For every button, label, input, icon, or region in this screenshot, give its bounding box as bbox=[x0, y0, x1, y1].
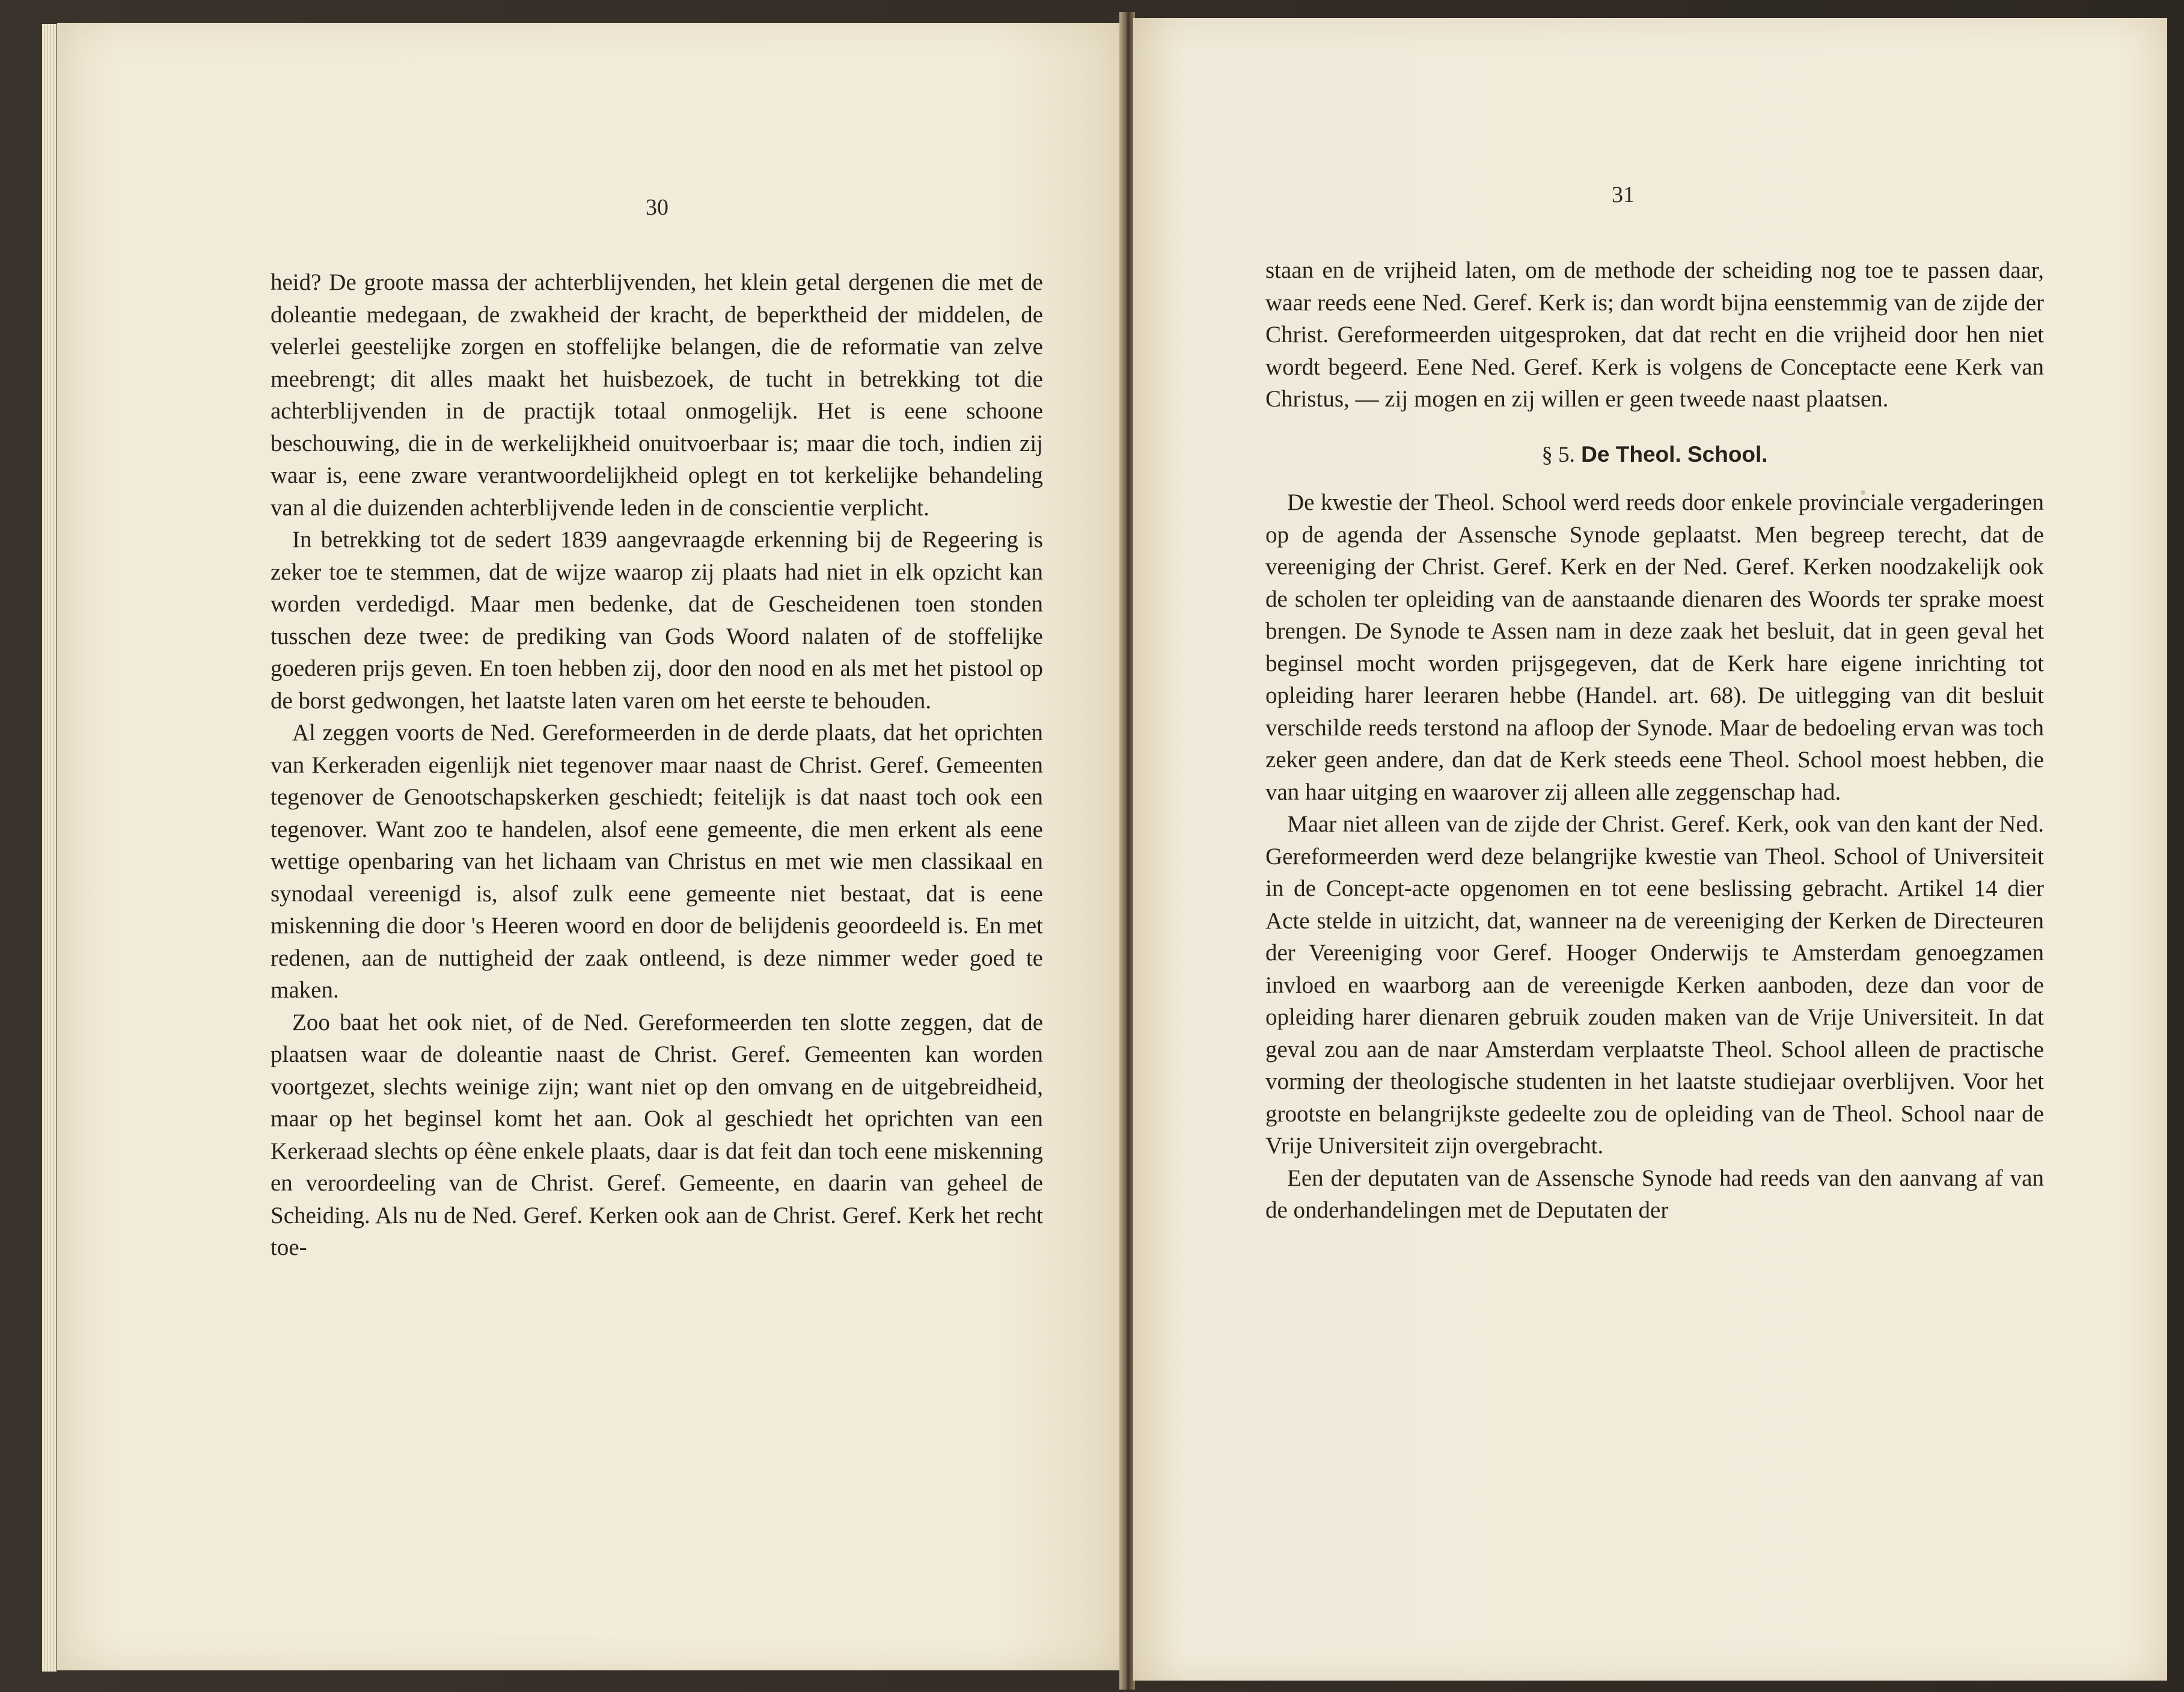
paragraph: heid? De groote massa der achterblijvenden, het klein getal dergenen die met de doleantie medegaan, de zwakheid der kracht, de beperktheid der middelen, de velerlei geestelijke zorgen en stoffelijke belangen, die de reformatie van zelve meebrengt; dit alles maakt het huisbezoek, de tucht in betrekking tot die achterblijvenden in de practijk totaal onmogelijk. Het is eene schoone beschouwing, die in de werkelijkheid onuitvoerbaar is; maar die toch, indien zij waar is, eene zware verantwoordelijkheid oplegt en tot kerkelijke behandeling van al die duizenden achterblijvende leden in de conscientie verplicht. bbox=[271, 269, 1043, 521]
paragraph: In betrekking tot de sedert 1839 aangevraagde erkenning bij de Regeering is zeker toe te stemmen, dat de wijze waarop zij plaats had niet in elk opzicht kan worden verdedigd. Maar men bedenke, dat de Gescheidenen toen stonden tusschen deze twee: de prediking van Gods Woord nalaten of de stoffelijke goederen prijs geven. En toen hebben zij, door den nood en als met het pistool op de borst gedwongen, het laatste laten varen om het eerste te behouden. bbox=[271, 527, 1043, 714]
left-page-body bbox=[271, 266, 1043, 1264]
paragraph: staan en de vrijheid laten, om de methode der scheiding nog toe te passen daar, waar reeds eene Ned. Geref. Kerk is; dan wordt bijna eenstemmig van de zijde der Christ. Gereformeerden uitgesproken, dat dat recht en die vrijheid door hen niet wordt begeerd. Eene Ned. Geref. Kerk is volgens de Conceptacte eene Kerk van Christus, — zij mogen en zij willen er geen tweede naast plaatsen. bbox=[1265, 257, 2044, 412]
paragraph: Al zeggen voorts de Ned. Gereformeerden in de derde plaats, dat het oprichten van Kerkeraden eigenlijk niet tegenover maar naast de Christ. Geref. Gemeenten tegenover de Genootschapskerken geschiedt; feitelijk is dat naast toch ook een tegenover. Want zoo te handelen, alsof eene gemeente, die men erkent als eene wettige openbaring van het lichaam van Christus en met wie men classikaal en synodaal vereenigd is, alsof zulk eene gemeente niet bestaat, dat is eene miskenning die door 's Heeren woord en door de belijdenis geoordeeld is. En met redenen, aan de nuttigheid der zaak ontleend, is deze nimmer weder goed te maken. bbox=[271, 720, 1043, 1003]
right-page bbox=[1133, 18, 2167, 1681]
section-title: De Theol. School. bbox=[1581, 441, 1768, 467]
page-number: 30 bbox=[646, 195, 668, 220]
page-number: 31 bbox=[1612, 182, 1635, 207]
right-page-body bbox=[1265, 254, 2044, 1227]
page-stack-edge bbox=[42, 24, 57, 1672]
paragraph: Een der deputaten van de Assensche Synode had reeds van den aanvang af van de onderhandelingen met de Deputaten der bbox=[1265, 1165, 2044, 1223]
paragraph: De kwestie der Theol. School werd reeds door enkele provinciale vergaderingen op de agenda der Assensche Synode geplaatst. Men begreep terecht, dat de vereeniging der Christ. Geref. Kerk en der Ned. Geref. Kerken noodzakelijk ook de scholen ter opleiding van de aanstaande dienaren des Woords ter sprake moest brengen. De Synode te Assen nam in deze zaak het besluit, dat in geen geval het beginsel mocht worden prijsgegeven, dat de Kerk hare eigene inrichting tot opleiding harer leeraren hebbe (Handel. art. 68). De uitlegging van dit besluit verschilde reeds terstond na afloop der Synode. Maar de bedoeling ervan was toch zeker geen andere, dan dat de Kerk steeds eene Theol. School moest hebben, die van haar uitging en waarover zij alleen alle zeggenschap had. bbox=[1265, 489, 2044, 805]
paragraph: Maar niet alleen van de zijde der Christ. Geref. Kerk, ook van den kant der Ned. Gereformeerden werd deze belangrijke kwestie van Theol. School of Universiteit in de Concept-acte opgenomen en tot eene beslissing gebracht. Artikel 14 dier Acte stelde in uitzicht, dat, wanneer na de vereeniging der Kerken de Directeuren der Vereeniging voor Geref. Hooger Onderwijs te Amsterdam genoegzamen invloed en waarborg aan de vereenigde Kerken aanboden, deze dan voor de opleiding harer dienaren gebruik zouden maken van de Vrije Universiteit. In dat geval zou aan de naar Amsterdam verplaatste Theol. School alleen de practische vorming der theologische studenten in het laatste studiejaar overblijven. Voor het grootste en belangrijkste gedeelte zou de opleiding van de Theol. School naar de Vrije Universiteit zijn overgebracht. bbox=[1265, 811, 2044, 1159]
section-heading bbox=[1265, 438, 2044, 471]
section-sign: § 5. bbox=[1541, 442, 1575, 467]
left-page bbox=[57, 23, 1121, 1670]
paragraph: Zoo baat het ook niet, of de Ned. Gereformeerden ten slotte zeggen, dat de plaatsen waar de doleantie naast de Christ. Geref. Gemeenten kan worden voortgezet, slechts weinige zijn; want niet op den omvang en de uitgebreidheid, maar op het beginsel komt het aan. Ook al geschiedt het oprichten van een Kerkeraad slechts op éène enkele plaats, daar is dat feit dan toch eene miskenning en veroordeeling van de Christ. Geref. Gemeente, en daarin van geheel de Scheiding. Als nu de Ned. Geref. Kerken ook aan de Christ. Geref. Kerk het recht toe- bbox=[271, 1009, 1043, 1260]
